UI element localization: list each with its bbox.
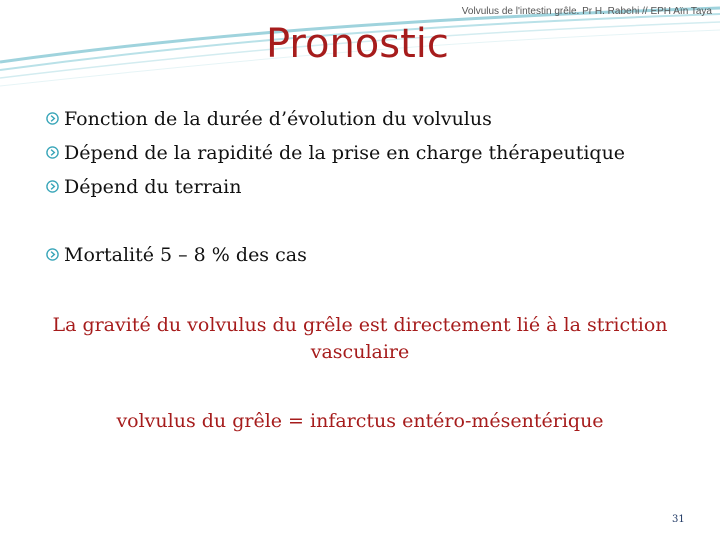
bullet-list: [46, 104, 706, 274]
circle-arrow-icon: [46, 180, 59, 193]
circle-arrow-icon: [46, 248, 59, 261]
bullet-item: [46, 172, 706, 206]
circle-arrow-icon: [46, 112, 59, 125]
bullet-item: [46, 240, 706, 274]
header-note: Volvulus de l'intestin grêle. Pr H. Rabehi // EPH Aïn Taya: [461, 6, 712, 17]
circle-arrow-icon: [46, 146, 59, 159]
bullet-item: [46, 138, 706, 172]
bullet-text: Mortalité 5 – 8 % des cas: [64, 244, 307, 266]
page-number: 31: [672, 514, 685, 525]
bullet-text: Fonction de la durée d’évolution du volvulus: [64, 108, 492, 130]
bullet-text: Dépend de la rapidité de la prise en charge thérapeutique: [64, 142, 626, 164]
callout-infarctus: volvulus du grêle = infarctus entéro-mésentérique: [116, 410, 604, 432]
callout-vascular-striction: La gravité du volvulus du grêle est directement lié à la striction vasculaire: [52, 314, 668, 363]
bullet-item: [46, 104, 706, 138]
slide-title: Pronostic: [266, 21, 449, 67]
bullet-text: Dépend du terrain: [64, 176, 242, 198]
